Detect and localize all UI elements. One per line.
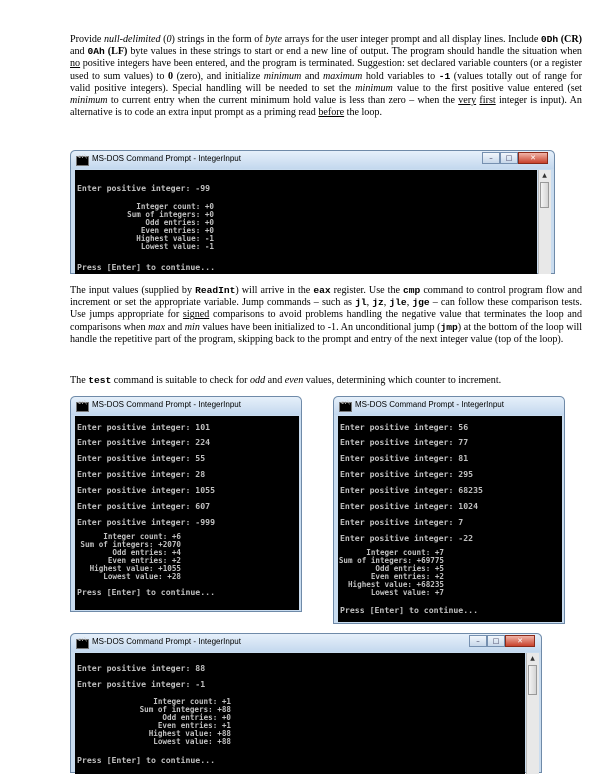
cmd-icon — [76, 156, 89, 166]
prompt-line: Enter positive integer: 7 — [340, 517, 464, 527]
prompt-line: Enter positive integer: 77 — [340, 437, 469, 447]
console-window-example-1 — [70, 396, 302, 612]
input-handling-paragraph: The input values (supplied by ReadInt) will arrive in the eax register. Use the cmp command to control program flow and increment or set the appropriate variable. Jump commands – such as jl, jz, jle, jge – can follow these comparison tests. Use jumps appropriate for signed comparisons to avoid problems handling the negative value that terminates the loop and comparisons when max and min values have been initialized to -1. An unconditional jump (jmp) at the bottom of the loop will handle the repetitive part of the program, skipping back to the prompt and entry of the next integer value (top of the loop). — [70, 285, 583, 345]
prompt-line: Enter positive integer: 55 — [77, 453, 206, 463]
minimize-button[interactable]: – — [469, 635, 487, 647]
cmd-icon — [76, 402, 89, 412]
prompt-line: Enter positive integer: 88 — [77, 663, 206, 673]
prompt-line: Enter positive integer: 1024 — [340, 501, 479, 511]
stat-highest: Highest value: +88 — [148, 729, 231, 738]
window-title: MS-DOS Command Prompt - IntegerInput — [92, 637, 241, 646]
prompt-line: Enter positive integer: -1 — [77, 679, 206, 689]
close-button[interactable]: ✕ — [518, 152, 548, 164]
stat-odd: Odd entries: +0 — [162, 713, 231, 722]
stat-integer-count: Integer count: +7 — [366, 548, 444, 557]
stat-integer-count: Integer count: +1 — [153, 697, 231, 706]
prompt-line: Enter positive integer: 224 — [77, 437, 211, 447]
window-title: MS-DOS Command Prompt - IntegerInput — [92, 154, 241, 163]
vertical-scrollbar[interactable] — [526, 653, 539, 774]
stat-highest: Highest value: +68235 — [347, 580, 444, 589]
cmd-icon — [76, 639, 89, 649]
stat-sum: Sum of integers: +0 — [127, 210, 214, 219]
console-output — [75, 170, 537, 274]
stat-odd: Odd entries: +4 — [112, 548, 181, 557]
maximize-button[interactable]: □ — [500, 152, 518, 164]
prompt-line: Enter positive integer: 295 — [340, 469, 474, 479]
prompt-line: Enter positive integer: 81 — [340, 453, 469, 463]
stat-lowest: Lowest value: +28 — [103, 572, 181, 581]
stat-integer-count: Integer count: +6 — [103, 532, 181, 541]
test-command-paragraph: The test command is suitable to check for odd and even values, determining which counter to increment. — [70, 375, 502, 386]
prompt-line: Enter positive integer: -999 — [77, 517, 216, 527]
scroll-thumb[interactable] — [528, 665, 537, 695]
prompt-line: Enter positive integer: -22 — [340, 533, 474, 543]
stat-even: Even entries: +0 — [140, 226, 214, 235]
console-output — [75, 653, 525, 774]
console-output — [75, 416, 299, 610]
stat-odd: Odd entries: +5 — [375, 564, 444, 573]
minimize-button[interactable]: – — [482, 152, 500, 164]
window-titlebar[interactable] — [71, 397, 301, 415]
window-titlebar[interactable] — [71, 151, 554, 169]
stat-highest: Highest value: -1 — [136, 234, 214, 243]
stat-sum: Sum of integers: +88 — [139, 705, 231, 714]
cmd-icon — [339, 402, 352, 412]
continue-prompt: Press [Enter] to continue... — [77, 262, 216, 272]
window-titlebar[interactable] — [71, 634, 541, 652]
intro-paragraph: Provide null-delimited (0) strings in the form of byte arrays for the user integer prompt and all display lines. Include 0Dh (CR) and 0Ah (LF) byte values in these strings to start or end a new line of output. The program should handle the situation when no positive integers have been entered, and the program is terminated. Suggestion: set declared variable counters (or a register used to sum values) to 0 (zero), and initialize minimum and maximum hold variables to -1 (values totally out of range for valid positive integers). Special handling will be needed to set the minimum value to the first positive value entered (set minimum to current entry when the current minimum hold value is less than zero – when the very first integer is input). An alternative is to code an extra input prompt as a priming read before the loop. — [70, 34, 582, 119]
stat-highest: Highest value: +1055 — [89, 564, 181, 573]
console-window-example-3 — [70, 633, 542, 773]
window-title: MS-DOS Command Prompt - IntegerInput — [92, 400, 241, 409]
continue-prompt: Press [Enter] to continue... — [340, 605, 479, 615]
prompt-line: Enter positive integer: 68235 — [340, 485, 483, 495]
scroll-up-icon[interactable]: ▲ — [542, 172, 547, 179]
stat-even: Even entries: +1 — [157, 721, 231, 730]
stat-integer-count: Integer count: +0 — [136, 202, 214, 211]
window-titlebar[interactable] — [334, 397, 564, 415]
window-title: MS-DOS Command Prompt - IntegerInput — [355, 400, 504, 409]
stat-lowest: Lowest value: +88 — [153, 737, 231, 746]
prompt-line: Enter positive integer: 101 — [77, 422, 211, 432]
stat-even: Even entries: +2 — [370, 572, 444, 581]
prompt-line: Enter positive integer: -99 — [77, 183, 211, 193]
scroll-up-icon[interactable]: ▲ — [530, 655, 535, 662]
console-window-example-2 — [333, 396, 565, 624]
prompt-line: Enter positive integer: 28 — [77, 469, 206, 479]
maximize-button[interactable]: □ — [487, 635, 505, 647]
continue-prompt: Press [Enter] to continue... — [77, 587, 216, 597]
continue-prompt: Press [Enter] to continue... — [77, 755, 216, 765]
console-output — [338, 416, 562, 622]
vertical-scrollbar[interactable] — [538, 170, 551, 274]
stat-sum: Sum of integers: +69775 — [338, 556, 444, 565]
stat-even: Even entries: +2 — [107, 556, 181, 565]
prompt-line: Enter positive integer: 56 — [340, 422, 469, 432]
console-window-no-input — [70, 150, 555, 274]
stat-lowest: Lowest value: -1 — [140, 242, 214, 251]
scroll-thumb[interactable] — [540, 182, 549, 208]
stat-odd: Odd entries: +0 — [145, 218, 214, 227]
stat-sum: Sum of integers: +2070 — [80, 540, 181, 549]
prompt-line: Enter positive integer: 1055 — [77, 485, 216, 495]
stat-lowest: Lowest value: +7 — [370, 588, 444, 597]
prompt-line: Enter positive integer: 607 — [77, 501, 211, 511]
close-button[interactable]: ✕ — [505, 635, 535, 647]
